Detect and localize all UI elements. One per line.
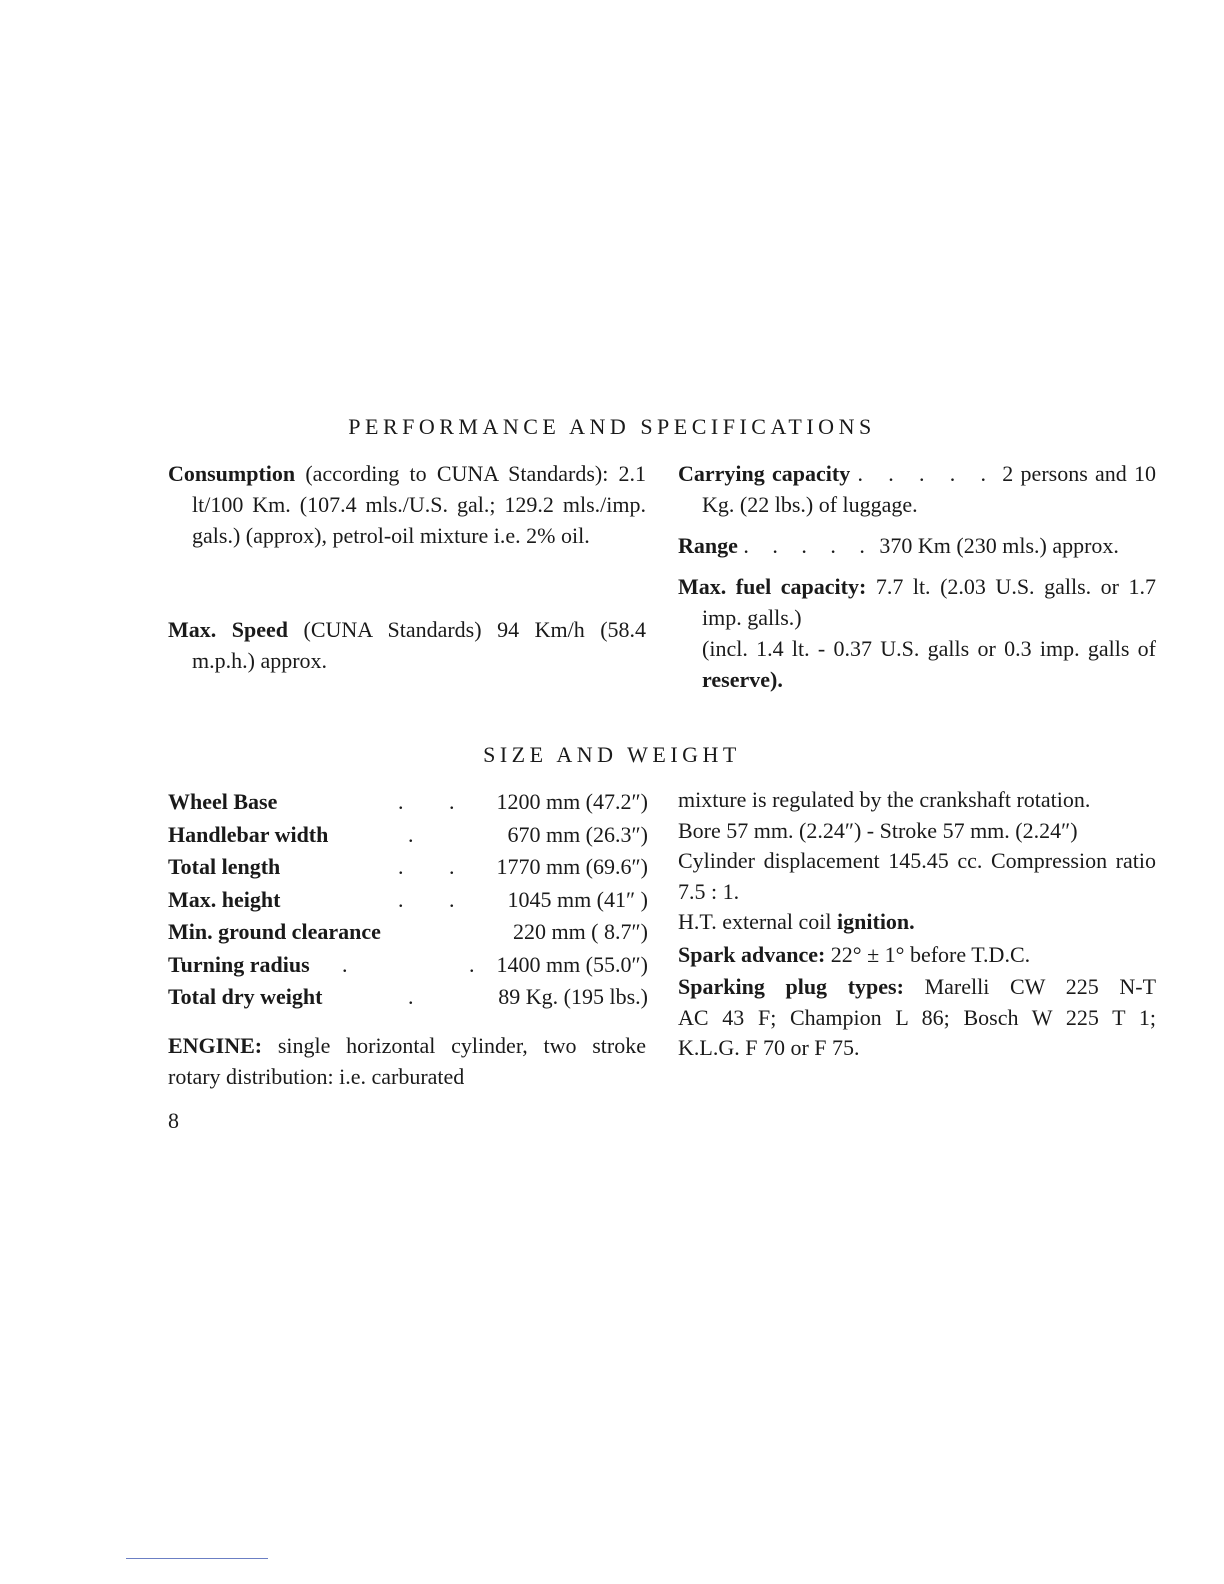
spark-advance-label: Spark advance: <box>678 941 826 967</box>
spec-label: Total dry weight <box>168 984 323 1010</box>
sparking-plug-label: Sparking plug types: <box>678 974 904 999</box>
engine-block <box>168 1030 646 1092</box>
spec-row-ground-clearance <box>168 916 648 949</box>
fuel-capacity-text: 7.7 lt. (2.03 U.S. galls. or 1.7 imp. galls.) <box>702 574 1156 630</box>
fuel-capacity-label: Max. fuel capacity: <box>678 574 867 599</box>
spec-label: Handlebar width <box>168 821 329 847</box>
displacement-paragraph: Cylinder displacement 145.45 cc. Compression ratio 7.5 : 1. <box>678 848 1156 904</box>
size-weight-heading: SIZE AND WEIGHT <box>483 742 741 767</box>
range-text: 370 Km (230 mls.) approx. <box>879 533 1119 558</box>
spec-value: 220 mm ( 8.7″) <box>512 919 648 945</box>
engine-paragraph <box>168 1030 646 1092</box>
fuel-reserve-paragraph <box>678 633 1156 695</box>
max-speed-label: Max. Speed <box>168 617 289 642</box>
spark-advance-text: 22° ± 1° before T.D.C. <box>830 941 1031 967</box>
spec-row-max-height <box>168 884 648 917</box>
performance-left-column <box>168 458 646 676</box>
spec-value: 1045 mm (41″ ) <box>507 886 648 912</box>
carrying-capacity-dots: . . . . . <box>857 461 996 486</box>
carrying-capacity-paragraph <box>678 458 1156 520</box>
carrying-capacity-label: Carrying capacity <box>678 461 851 486</box>
spark-advance-line <box>678 940 1156 971</box>
engine-details-column <box>678 785 1156 1064</box>
carrying-capacity-text: 2 persons and 10 Kg. (22 lbs.) of luggage. <box>702 461 1157 517</box>
fuel-reserve-bold: reserve). <box>702 667 783 692</box>
spec-dots: . <box>408 984 434 1010</box>
ignition-text: H.T. external coil <box>678 909 832 934</box>
spec-row-handlebar-width <box>168 819 648 852</box>
sparking-plug-line-2: AC 43 F; Champion L 86; Bosch W 225 T 1; <box>678 1004 1156 1030</box>
consumption-text: (according to CUNA Standards): 2.1 lt/100 Km. (107.4 mls./U.S. gal.; 129.2 mls./imp. gals.) (approx), petrol-oil mixture i.e. 2% oil. <box>192 461 647 548</box>
page-number: 8 <box>168 1108 179 1133</box>
fuel-capacity-paragraph <box>678 571 1156 633</box>
spec-value: 1770 mm (69.6″) <box>496 854 648 880</box>
performance-heading: PERFORMANCE AND SPECIFICATIONS <box>348 414 876 439</box>
spec-dots: . . <box>398 854 475 880</box>
spec-label: Min. ground clearance <box>168 919 381 945</box>
spec-label: Max. height <box>168 886 281 912</box>
spec-row-total-length <box>168 851 648 884</box>
spec-label: Wheel Base <box>168 789 278 815</box>
spec-row-dry-weight <box>168 981 648 1014</box>
spec-dots: . . <box>342 951 533 977</box>
spec-value: 1400 mm (55.0″) <box>496 951 648 977</box>
spec-value: 1200 mm (47.2″) <box>496 789 648 815</box>
spec-dots: . . <box>398 789 475 815</box>
bore-stroke-line: Bore 57 mm. (2.24″) - Stroke 57 mm. (2.24″) <box>678 817 1078 843</box>
consumption-paragraph <box>168 458 646 551</box>
range-dots: . . . . . <box>743 533 874 558</box>
sparking-plug-text: Marelli CW 225 N-T <box>924 974 1157 999</box>
spec-value: 89 Kg. (195 lbs.) <box>498 984 648 1010</box>
spec-label: Turning radius <box>168 951 310 977</box>
consumption-label: Consumption <box>168 461 296 486</box>
spec-dots: . <box>408 821 434 847</box>
sparking-plug-line <box>678 972 1156 1003</box>
ignition-bold: ignition. <box>837 909 915 934</box>
fuel-reserve-text: (incl. 1.4 lt. - 0.37 U.S. galls or 0.3 imp. galls of <box>702 636 1156 661</box>
range-label: Range <box>678 533 738 558</box>
spec-value: 670 mm (26.3″) <box>507 821 648 847</box>
engine-text: single horizontal cylinder, two stroke rotary distribution: i.e. carburated <box>168 1033 646 1089</box>
footer-rule <box>126 1558 268 1559</box>
engine-label: ENGINE: <box>168 1033 263 1058</box>
spec-row-wheel-base <box>168 786 648 819</box>
performance-right-column <box>678 458 1156 695</box>
size-weight-table <box>168 786 648 1014</box>
spec-label: Total length <box>168 854 281 880</box>
sparking-plug-line-3: K.L.G. F 70 or F 75. <box>678 1035 860 1060</box>
max-speed-text: (CUNA Standards) 94 Km/h (58.4 m.p.h.) approx. <box>192 617 647 673</box>
range-paragraph <box>678 530 1156 561</box>
spec-row-turning-radius <box>168 949 648 982</box>
max-speed-paragraph <box>168 614 646 676</box>
rotation-paragraph: mixture is regulated by the crankshaft rotation. <box>678 787 1091 812</box>
spec-dots: . . <box>398 886 475 912</box>
ignition-line <box>678 907 1156 938</box>
